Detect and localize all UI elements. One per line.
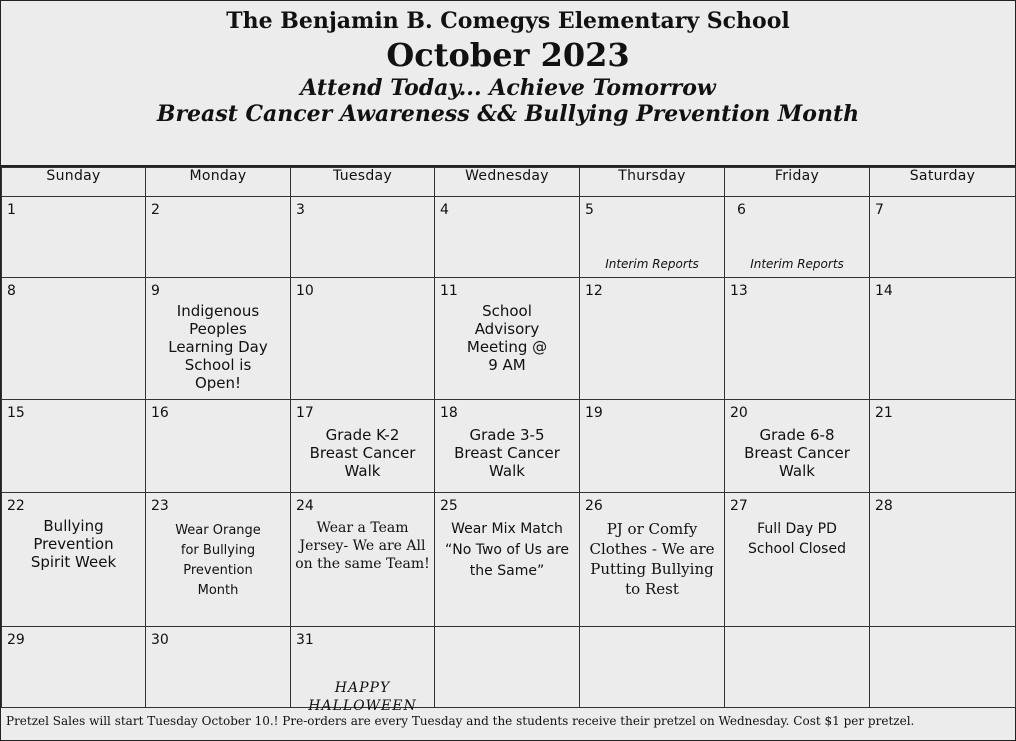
day-event: HAPPY HALLOWEEN — [308, 680, 417, 714]
day-number: 27 — [730, 498, 748, 514]
day-number: 26 — [585, 498, 603, 514]
weekday-saturday: Saturday — [870, 168, 1016, 197]
day-number: 7 — [875, 202, 884, 218]
day-cell — [146, 278, 291, 400]
day-number: 13 — [730, 283, 748, 299]
day-number: 9 — [151, 283, 160, 299]
day-cell — [725, 400, 870, 493]
day-cell — [146, 197, 291, 278]
day-number: 17 — [296, 405, 314, 421]
motto: Attend Today... Achieve Tomorrow — [300, 75, 716, 101]
day-number: 15 — [7, 405, 25, 421]
awareness-line: Breast Cancer Awareness && Bullying Prevention Month — [156, 101, 860, 127]
day-cell — [291, 197, 435, 278]
day-cell — [870, 278, 1016, 400]
day-number: 8 — [7, 283, 16, 299]
day-cell — [2, 400, 146, 493]
day-number: 22 — [7, 498, 25, 514]
day-number: 2 — [151, 202, 160, 218]
day-cell — [435, 627, 580, 708]
footer-note: Pretzel Sales will start Tuesday October 10.! Pre-orders are every Tuesday and the students receive their pretzel on Wednesday. Cost $1 per pretzel. — [6, 714, 915, 728]
day-cell — [870, 400, 1016, 493]
school-name: The Benjamin B. Comegys Elementary School — [226, 8, 790, 34]
day-cell — [435, 278, 580, 400]
day-cell — [291, 627, 435, 714]
day-cell — [580, 278, 725, 400]
day-event: Full Day PD School Closed — [748, 521, 846, 557]
day-event: Wear a Team Jersey- We are All on the same Team! — [295, 520, 430, 572]
day-cell — [291, 493, 435, 627]
day-number: 14 — [875, 283, 893, 299]
calendar-header — [1, 1, 1015, 167]
day-event: Bullying Prevention Spirit Week — [30, 517, 117, 571]
weekday-friday: Friday — [725, 168, 870, 197]
month-title: October 2023 — [386, 36, 630, 74]
day-number: 5 — [585, 202, 594, 218]
week-row — [2, 627, 1016, 708]
day-number: 30 — [151, 632, 169, 648]
day-event: School Advisory Meeting @ 9 AM — [466, 302, 548, 374]
day-number: 10 — [296, 283, 314, 299]
week-row — [2, 400, 1016, 493]
calendar-grid — [1, 167, 1016, 714]
weekday-wednesday: Wednesday — [435, 168, 580, 197]
day-event: Interim Reports — [750, 257, 844, 271]
day-cell — [580, 493, 725, 627]
day-number: 23 — [151, 498, 169, 514]
day-cell — [870, 627, 1016, 708]
day-cell — [2, 627, 146, 708]
day-event: Grade 3-5 Breast Cancer Walk — [454, 426, 560, 480]
weekday-tuesday: Tuesday — [291, 168, 435, 197]
day-event: Wear Orange for Bullying Prevention Month — [175, 523, 261, 598]
day-cell — [580, 400, 725, 493]
week-row — [2, 197, 1016, 278]
week-row — [2, 278, 1016, 400]
day-number: 25 — [440, 498, 458, 514]
weekday-thursday: Thursday — [580, 168, 725, 197]
day-number: 21 — [875, 405, 893, 421]
day-cell — [2, 493, 146, 627]
day-number: 20 — [730, 405, 748, 421]
day-number: 19 — [585, 405, 603, 421]
day-cell — [2, 278, 146, 400]
day-cell — [435, 400, 580, 493]
day-cell — [146, 400, 291, 493]
day-event: Grade K-2 Breast Cancer Walk — [309, 426, 416, 480]
day-cell — [580, 197, 725, 278]
weekday-sunday: Sunday — [2, 168, 146, 197]
day-number: 11 — [440, 283, 458, 299]
day-number: 4 — [440, 202, 449, 218]
day-cell — [291, 400, 435, 493]
day-cell — [725, 197, 870, 278]
week-row — [2, 493, 1016, 627]
day-cell — [870, 197, 1016, 278]
day-number: 3 — [296, 202, 305, 218]
day-number: 12 — [585, 283, 603, 299]
day-cell — [435, 493, 580, 627]
day-cell — [725, 493, 870, 627]
day-number: 6 — [737, 202, 746, 218]
day-number: 18 — [440, 405, 458, 421]
weekday-header-row — [2, 168, 1016, 197]
day-cell — [870, 493, 1016, 627]
day-cell — [291, 278, 435, 400]
day-cell — [146, 627, 291, 708]
day-number: 29 — [7, 632, 25, 648]
day-event: Grade 6-8 Breast Cancer Walk — [744, 426, 850, 480]
day-event: Interim Reports — [605, 257, 699, 271]
day-number: 28 — [875, 498, 893, 514]
day-event: PJ or Comfy Clothes - We are Putting Bullying to Rest — [589, 520, 715, 598]
day-event: Wear Mix Match “No Two of Us are the Same” — [444, 521, 570, 579]
day-cell — [725, 627, 870, 708]
day-number: 16 — [151, 405, 169, 421]
day-number: 31 — [296, 632, 314, 648]
day-cell — [580, 627, 725, 708]
day-number: 24 — [296, 498, 314, 514]
day-cell — [725, 278, 870, 400]
day-event: Indigenous Peoples Learning Day School is Open! — [168, 302, 268, 392]
day-cell — [146, 493, 291, 627]
day-number: 1 — [7, 202, 16, 218]
weekday-monday: Monday — [146, 168, 291, 197]
day-cell — [435, 197, 580, 278]
day-cell — [2, 197, 146, 278]
